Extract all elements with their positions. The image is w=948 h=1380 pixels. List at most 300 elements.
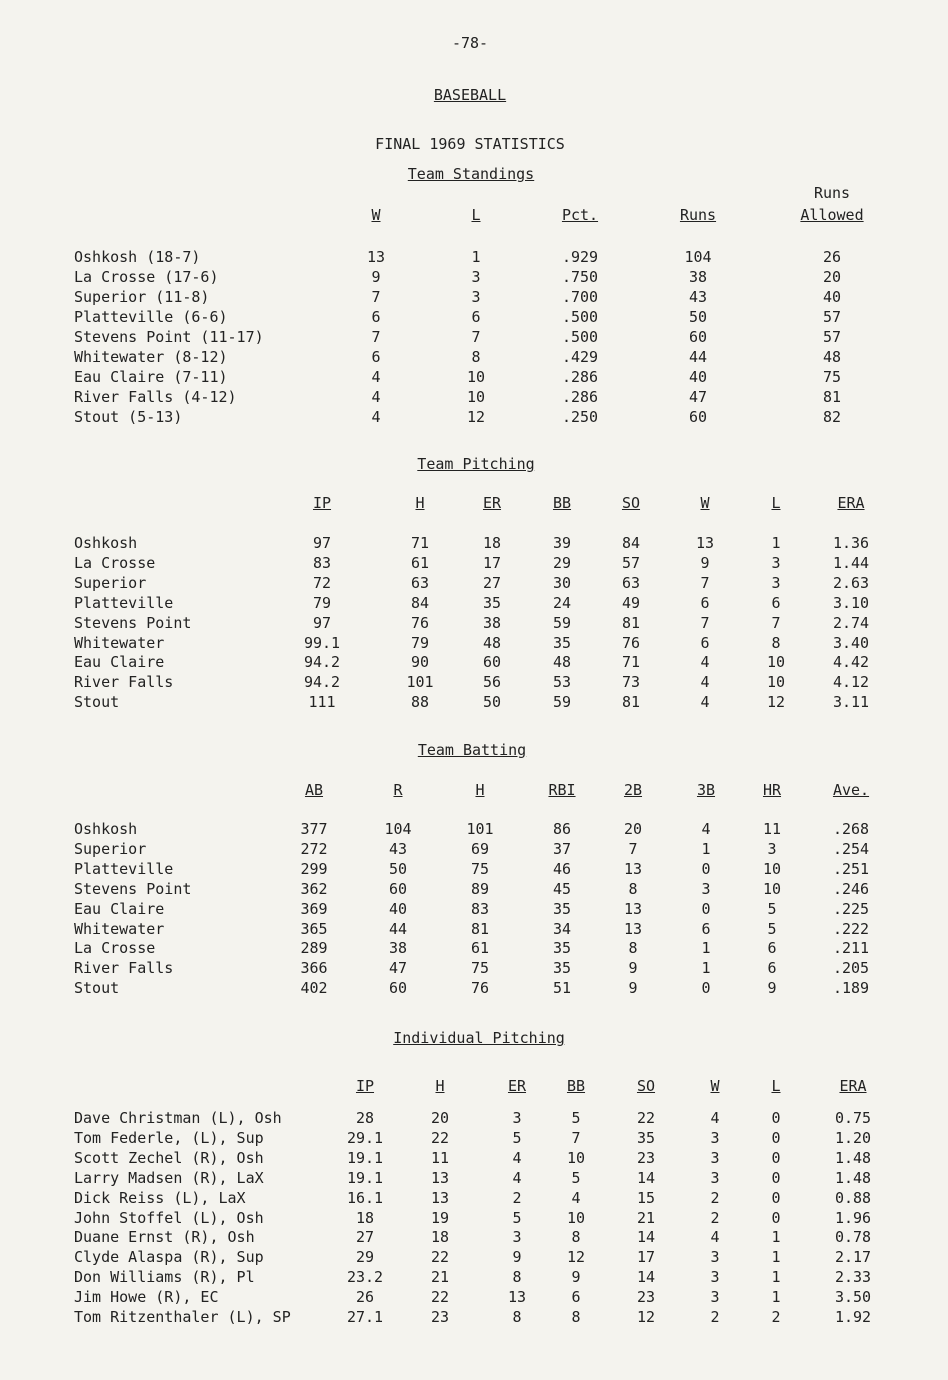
table-cell: 18 [482,534,502,552]
table-cell: 5 [512,1209,522,1227]
table-cell: 101 [406,673,434,691]
table-cell: 14 [636,1268,656,1286]
column-header: HR [762,781,782,799]
table-cell: 0 [771,1129,781,1147]
table-cell: 8 [628,939,638,957]
table-cell: 4 [371,368,381,386]
table-cell: 3.10 [832,594,870,612]
table-cell: 3.11 [832,693,870,711]
column-header: H [435,1077,445,1095]
row-label: River Falls (4-12) [74,388,237,406]
row-label: Stevens Point (11-17) [74,328,264,346]
table-cell: .286 [561,368,599,386]
table-cell: 10 [766,653,786,671]
table-cell: 43 [688,288,708,306]
table-cell: 18 [355,1209,375,1227]
table-cell: 76 [470,979,490,997]
table-cell: 88 [410,693,430,711]
table-cell: 73 [621,673,641,691]
table-cell: 23.2 [346,1268,384,1286]
table-cell: 4 [512,1169,522,1187]
row-label: Stout [74,693,120,711]
column-header: SO [621,494,641,512]
table-cell: 83 [470,900,490,918]
row-label: Larry Madsen (R), LaX [74,1169,264,1187]
row-label: Eau Claire (7-11) [74,368,228,386]
row-label: Tom Ritzenthaler (L), SP [74,1308,291,1326]
table-cell: 57 [621,554,641,572]
table-cell: 6 [700,594,710,612]
table-cell: 6 [701,920,711,938]
table-cell: 72 [312,574,332,592]
table-cell: 6 [771,594,781,612]
table-cell: 81 [822,388,842,406]
table-cell: 50 [482,693,502,711]
table-cell: 5 [767,920,777,938]
standings-title: Team Standings [407,165,535,183]
table-cell: 4 [710,1109,720,1127]
table-cell: 0 [771,1109,781,1127]
row-label: Stout [74,979,120,997]
row-label: Jim Howe (R), EC [74,1288,219,1306]
table-cell: 35 [552,959,572,977]
table-cell: 13 [507,1288,527,1306]
table-cell: 2 [512,1189,522,1207]
table-cell: 9 [628,979,638,997]
column-header: Pct. [561,206,599,224]
table-cell: 0 [701,900,711,918]
table-cell: 10 [762,880,782,898]
table-cell: 0.88 [834,1189,872,1207]
table-cell: 81 [470,920,490,938]
table-cell: 5 [512,1129,522,1147]
table-cell: 17 [482,554,502,572]
table-cell: 71 [621,653,641,671]
table-cell: 38 [388,939,408,957]
table-cell: 2.33 [834,1268,872,1286]
statistics-heading: FINAL 1969 STATISTICS [375,135,565,153]
row-label: Platteville (6-6) [74,308,228,326]
table-cell: 29.1 [346,1129,384,1147]
table-cell: 11 [430,1149,450,1167]
table-cell: 27.1 [346,1308,384,1326]
table-cell: 0.75 [834,1109,872,1127]
table-cell: 82 [822,408,842,426]
table-cell: 57 [822,308,842,326]
column-header: Allowed [800,206,864,224]
table-cell: 12 [636,1308,656,1326]
table-cell: 8 [571,1308,581,1326]
table-cell: 5 [571,1169,581,1187]
table-cell: 86 [552,820,572,838]
table-cell: 1 [771,1248,781,1266]
table-cell: 14 [636,1169,656,1187]
table-cell: 81 [621,614,641,632]
table-cell: 9 [700,554,710,572]
table-cell: 76 [410,614,430,632]
table-cell: 35 [552,900,572,918]
table-cell: 4 [710,1228,720,1246]
table-cell: 3.50 [834,1288,872,1306]
table-cell: 38 [482,614,502,632]
row-label: Oshkosh [74,820,138,838]
table-cell: 2.74 [832,614,870,632]
table-cell: 48 [822,348,842,366]
table-cell: 48 [552,653,572,671]
table-cell: 79 [312,594,332,612]
table-cell: 5 [767,900,777,918]
column-header: AB [304,781,324,799]
table-cell: 47 [388,959,408,977]
table-cell: 369 [300,900,328,918]
table-cell: 69 [470,840,490,858]
table-cell: 97 [312,534,332,552]
column-header: Runs [813,184,851,202]
table-cell: 4.42 [832,653,870,671]
team-pitching-title: Team Pitching [417,455,535,473]
table-cell: 7 [371,288,381,306]
table-cell: .286 [561,388,599,406]
row-label: Eau Claire [74,653,165,671]
table-cell: 35 [482,594,502,612]
table-cell: 6 [371,348,381,366]
column-header: SO [636,1077,656,1095]
table-cell: 81 [621,693,641,711]
table-cell: 1.48 [834,1169,872,1187]
table-cell: 23 [636,1288,656,1306]
table-cell: 0 [701,979,711,997]
table-cell: 101 [466,820,494,838]
table-cell: 362 [300,880,328,898]
table-cell: 53 [552,673,572,691]
table-cell: 299 [300,860,328,878]
table-cell: 12 [766,693,786,711]
table-cell: 27 [482,574,502,592]
table-cell: 75 [470,860,490,878]
table-cell: 29 [355,1248,375,1266]
table-cell: 10 [766,673,786,691]
table-cell: 27 [355,1228,375,1246]
table-cell: 76 [621,634,641,652]
table-cell: 5 [571,1109,581,1127]
table-cell: 12 [466,408,486,426]
table-cell: 50 [388,860,408,878]
table-cell: 9 [371,268,381,286]
table-cell: 4 [700,693,710,711]
table-cell: 8 [771,634,781,652]
table-cell: .225 [832,900,870,918]
table-cell: 94.2 [303,673,341,691]
table-cell: 47 [688,388,708,406]
individual-pitching-title: Individual Pitching [393,1029,565,1047]
table-cell: 28 [355,1109,375,1127]
table-cell: 12 [566,1248,586,1266]
table-cell: 0 [701,860,711,878]
column-header: IP [355,1077,375,1095]
table-cell: 35 [552,634,572,652]
column-header: BB [552,494,572,512]
table-cell: 4 [701,820,711,838]
row-label: Platteville [74,594,174,612]
table-cell: .254 [832,840,870,858]
column-header: ERA [839,1077,867,1095]
row-label: Oshkosh (18-7) [74,248,201,266]
table-cell: 3 [710,1268,720,1286]
table-cell: 16.1 [346,1189,384,1207]
column-header: W [371,206,381,224]
page-number: -78- [451,34,489,52]
table-cell: 99.1 [303,634,341,652]
table-cell: .189 [832,979,870,997]
row-label: Stout (5-13) [74,408,183,426]
row-label: Eau Claire [74,900,165,918]
table-cell: 3 [512,1109,522,1127]
table-cell: 10 [762,860,782,878]
table-cell: 59 [552,614,572,632]
row-label: Superior (11-8) [74,288,210,306]
table-cell: 15 [636,1189,656,1207]
table-cell: 20 [430,1109,450,1127]
table-cell: 10 [566,1149,586,1167]
table-cell: 22 [430,1129,450,1147]
table-cell: 23 [636,1149,656,1167]
table-cell: 94.2 [303,653,341,671]
column-header: 2B [623,781,643,799]
table-cell: 71 [410,534,430,552]
column-header: 3B [696,781,716,799]
table-cell: 22 [636,1109,656,1127]
table-cell: 13 [430,1189,450,1207]
table-cell: 1.96 [834,1209,872,1227]
column-header: ER [482,494,502,512]
table-cell: 3 [771,574,781,592]
table-cell: 8 [628,880,638,898]
table-cell: 40 [822,288,842,306]
table-cell: 6 [371,308,381,326]
table-cell: 0 [771,1189,781,1207]
table-cell: 289 [300,939,328,957]
row-label: Clyde Alaspa (R), Sup [74,1248,264,1266]
table-cell: 9 [571,1268,581,1286]
row-label: Oshkosh [74,534,138,552]
table-cell: 1 [771,1288,781,1306]
table-cell: 48 [482,634,502,652]
table-cell: 57 [822,328,842,346]
table-cell: 7 [771,614,781,632]
table-cell: 60 [688,408,708,426]
table-cell: 13 [695,534,715,552]
table-cell: .205 [832,959,870,977]
table-cell: 63 [410,574,430,592]
table-cell: 3 [710,1129,720,1147]
row-label: Superior [74,574,147,592]
table-cell: 3 [471,288,481,306]
table-cell: 21 [430,1268,450,1286]
table-cell: 2.17 [834,1248,872,1266]
table-cell: 0 [771,1169,781,1187]
table-cell: 3 [710,1149,720,1167]
table-cell: 19 [430,1209,450,1227]
row-label: Superior [74,840,147,858]
table-cell: 2.63 [832,574,870,592]
table-cell: 59 [552,693,572,711]
table-cell: 3.40 [832,634,870,652]
column-header: R [393,781,403,799]
table-cell: 97 [312,614,332,632]
team-batting-title: Team Batting [417,741,527,759]
table-cell: 4 [371,408,381,426]
table-cell: 0.78 [834,1228,872,1246]
table-cell: .500 [561,328,599,346]
table-cell: 24 [552,594,572,612]
table-cell: 13 [366,248,386,266]
row-label: La Crosse [74,939,156,957]
row-label: Platteville [74,860,174,878]
table-cell: 9 [767,979,777,997]
table-cell: 10 [466,388,486,406]
table-cell: 6 [471,308,481,326]
table-cell: 20 [822,268,842,286]
table-cell: 1 [771,1268,781,1286]
table-cell: 7 [700,574,710,592]
table-cell: 13 [623,920,643,938]
table-cell: 23 [430,1308,450,1326]
table-cell: 37 [552,840,572,858]
table-cell: 104 [384,820,412,838]
row-label: La Crosse [74,554,156,572]
table-cell: 2 [710,1189,720,1207]
table-cell: 2 [710,1308,720,1326]
table-cell: 1 [701,959,711,977]
table-cell: .700 [561,288,599,306]
table-cell: 9 [512,1248,522,1266]
table-cell: 7 [371,328,381,346]
table-cell: 3 [710,1288,720,1306]
column-header: BB [566,1077,586,1095]
column-header: W [700,494,710,512]
table-cell: 14 [636,1228,656,1246]
table-cell: 35 [636,1129,656,1147]
table-cell: .500 [561,308,599,326]
column-header: Runs [679,206,717,224]
table-cell: 4 [700,653,710,671]
table-cell: .929 [561,248,599,266]
row-label: Dick Reiss (L), LaX [74,1189,246,1207]
row-label: Tom Federle, (L), Sup [74,1129,264,1147]
table-cell: 30 [552,574,572,592]
table-cell: 4.12 [832,673,870,691]
column-header: W [710,1077,720,1095]
table-cell: 56 [482,673,502,691]
table-cell: 26 [822,248,842,266]
table-cell: 60 [388,880,408,898]
table-cell: 4 [371,388,381,406]
table-cell: 39 [552,534,572,552]
table-cell: 38 [688,268,708,286]
table-cell: 4 [571,1189,581,1207]
table-cell: .250 [561,408,599,426]
table-cell: 49 [621,594,641,612]
table-cell: 89 [470,880,490,898]
table-cell: .429 [561,348,599,366]
table-cell: 11 [762,820,782,838]
table-cell: 50 [688,308,708,326]
table-cell: 2 [771,1308,781,1326]
table-cell: 3 [512,1228,522,1246]
table-cell: 8 [512,1268,522,1286]
table-cell: 1 [701,939,711,957]
column-header: Ave. [832,781,870,799]
table-cell: 7 [471,328,481,346]
table-cell: .750 [561,268,599,286]
table-cell: 40 [388,900,408,918]
row-label: La Crosse (17-6) [74,268,219,286]
row-label: Dave Christman (L), Osh [74,1109,282,1127]
table-cell: 10 [466,368,486,386]
row-label: Whitewater [74,920,165,938]
column-header: IP [312,494,332,512]
table-cell: 22 [430,1248,450,1266]
row-label: Whitewater (8-12) [74,348,228,366]
table-cell: 2 [710,1209,720,1227]
row-label: John Stoffel (L), Osh [74,1209,264,1227]
column-header: L [771,1077,781,1095]
table-cell: 104 [684,248,712,266]
table-cell: 83 [312,554,332,572]
table-cell: 84 [410,594,430,612]
table-cell: 111 [308,693,336,711]
table-cell: 1 [701,840,711,858]
table-cell: 7 [571,1129,581,1147]
table-cell: 1 [771,534,781,552]
table-cell: 21 [636,1209,656,1227]
table-cell: 26 [355,1288,375,1306]
table-cell: 6 [767,959,777,977]
table-cell: 3 [701,880,711,898]
table-cell: 1.44 [832,554,870,572]
table-cell: 60 [688,328,708,346]
table-cell: 1.20 [834,1129,872,1147]
table-cell: 44 [688,348,708,366]
table-cell: 10 [566,1209,586,1227]
table-cell: 84 [621,534,641,552]
table-cell: 8 [571,1228,581,1246]
table-cell: 8 [471,348,481,366]
table-cell: 13 [623,860,643,878]
table-cell: 46 [552,860,572,878]
table-cell: 75 [470,959,490,977]
table-cell: 9 [628,959,638,977]
table-cell: 3 [771,554,781,572]
table-cell: 1 [471,248,481,266]
column-header: RBI [548,781,576,799]
table-cell: 34 [552,920,572,938]
table-cell: .268 [832,820,870,838]
table-cell: .211 [832,939,870,957]
table-cell: 6 [700,634,710,652]
column-header: H [475,781,485,799]
table-cell: 60 [482,653,502,671]
row-label: Scott Zechel (R), Osh [74,1149,264,1167]
table-cell: 272 [300,840,328,858]
table-cell: 4 [512,1149,522,1167]
table-cell: 6 [571,1288,581,1306]
row-label: Stevens Point [74,614,192,632]
row-label: Duane Ernst (R), Osh [74,1228,255,1246]
table-cell: 3 [710,1169,720,1187]
table-cell: .222 [832,920,870,938]
table-cell: .246 [832,880,870,898]
